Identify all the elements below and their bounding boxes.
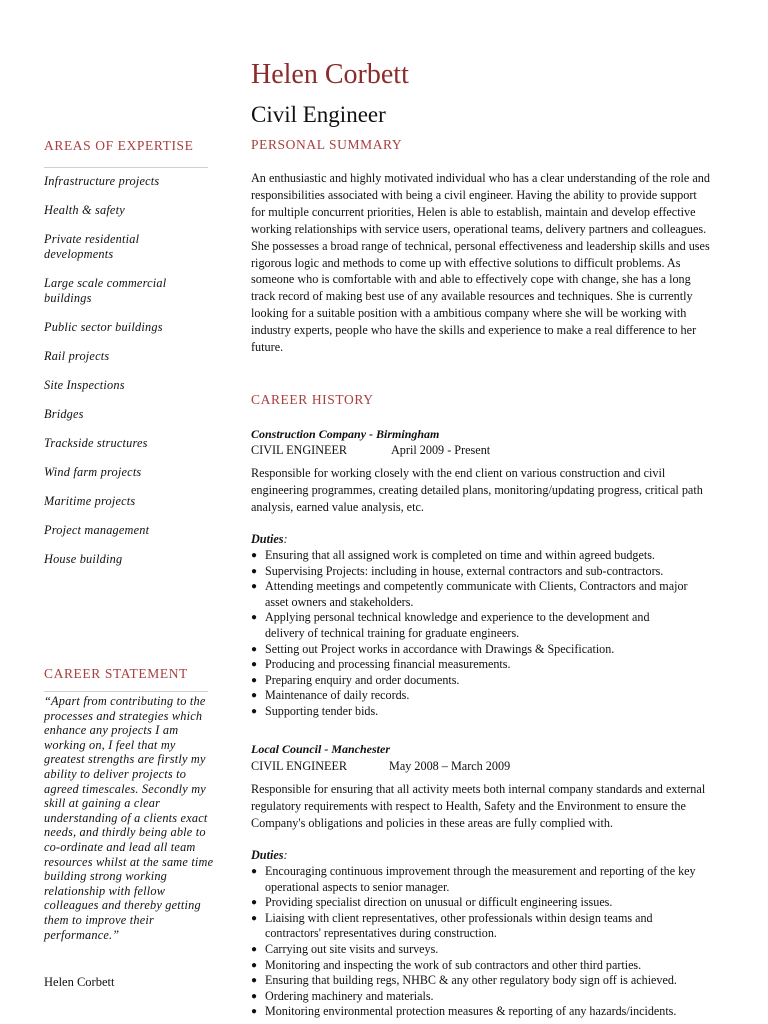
bullet-icon: ● xyxy=(251,550,258,561)
job-role-line xyxy=(251,759,511,774)
duty-item: ● Attending meetings and competently communicate with Clients, Contractors and major asset owners and stakeholders. xyxy=(251,579,688,609)
job-description: Responsible for working closely with the end client on various construction and civil engineering programmes, creating detailed plans, monitoring/updating progress, critical path analysis, earned value analysis, etc. xyxy=(251,466,703,514)
duty-item: ● Applying personal technical knowledge and experience to the development and delivery of technical training for graduate engineers. xyxy=(251,610,650,640)
job-description: Responsible for ensuring that all activity meets both internal company standards and external regulatory requirements with respect to Health, Safety and the Environment to ensure the Company's obligations and policies in these areas are fully complied with. xyxy=(251,782,706,830)
bullet-icon: ● xyxy=(251,975,258,987)
expertise-list xyxy=(44,174,214,566)
duty-item: ● Ordering machinery and materials. xyxy=(251,988,434,1003)
duties-label-text: Duties xyxy=(251,532,284,546)
expertise-item: House building xyxy=(44,551,123,566)
expertise-item: Wind farm projects xyxy=(44,464,142,479)
duty-item: ● Encouraging continuous improvement through the measurement and reporting of the key operational aspects to senior manager. xyxy=(251,864,696,894)
bullet-icon: ● xyxy=(251,643,258,655)
duty-item: ● Ensuring that building regs, NHBC & any other regulatory body sign off is achieved. xyxy=(251,973,677,988)
duties-list xyxy=(251,864,703,1020)
bullet-icon: ● xyxy=(251,565,258,577)
job-role: CIVIL ENGINEER xyxy=(251,443,348,457)
duty-item: ● Liaising with client representatives, other professionals within design teams and contractors' representatives during construction. xyxy=(251,910,653,941)
expertise-item: Project management xyxy=(44,522,150,537)
duty-item: ● Monitoring and inspecting the work of sub contractors and other third parties. xyxy=(251,957,642,972)
expertise-item: Bridges xyxy=(44,406,84,421)
duty-item: ● Setting out Project works in accordance with Drawings & Specification. xyxy=(251,641,615,656)
duty-item: ● Providing specialist direction on unusual or difficult engineering issues. xyxy=(251,895,613,910)
bullet-icon: ● xyxy=(251,959,258,971)
duties-list xyxy=(251,548,691,720)
signature-name: Helen Corbett xyxy=(44,975,115,989)
expertise-item: Infrastructure projects xyxy=(44,174,160,188)
bullet-icon: ● xyxy=(251,612,258,624)
expertise-item: Public sector buildings xyxy=(44,319,163,334)
career-statement-text: “Apart from contributing to the processes and strategies which enhance any projects I am working on, I feel that my greatest strengths are firstly my ability to deliver projects to agreed timescales. Secondly my skill at gaining a clear understanding of a clients exact needs, and thirdly being able to co-ordinate and lead all team resources whilst at the same time building strong working relationship with fellow colleagues and thereby getting them to improve their performance.” xyxy=(44,694,214,942)
expertise-item: Rail projects xyxy=(44,348,110,363)
duty-item: ● Supporting tender bids. xyxy=(251,703,379,718)
summary-text: An enthusiastic and highly motivated individual who has a clear understanding of the role and responsibilities associated with being a civil engineer. Having the ability to provide support for multiple concurrent priorities, Helen is able to establish, maintain and develop effective working relationships with service users, operational teams, delivery partners and colleagues. She possesses a broad range of technical, personal effectiveness and leadership skills and uses rigorous logic and methods to come up with effective solutions to difficult problems. As someone who is comfortable with and able to effectively cope with change, she has a long track record of making best use of any available resources and techniques. She is currently looking for a suitable position with a ambitious company where she will be working with industry experts, people who have the skills and experience to make a real difference to her future. xyxy=(251,171,710,355)
expertise-heading: AREAS OF EXPERTISE xyxy=(44,138,194,153)
duties-label: Duties: xyxy=(251,848,288,862)
duty-item: ● Preparing enquiry and order documents. xyxy=(251,672,460,687)
job-dates: April 2009 - Present xyxy=(391,443,491,457)
bullet-icon: ● xyxy=(251,866,258,877)
bullet-icon: ● xyxy=(251,897,258,909)
bullet-icon: ● xyxy=(251,912,258,924)
duty-item: ● Maintenance of daily records. xyxy=(251,688,410,703)
expertise-item: Health & safety xyxy=(44,203,125,217)
duty-item: ● Carrying out site visits and surveys. xyxy=(251,941,439,956)
bullet-icon: ● xyxy=(251,659,258,671)
career-statement-heading: CAREER STATEMENT xyxy=(44,666,188,681)
career-history-heading: CAREER HISTORY xyxy=(251,392,374,407)
bullet-icon: ● xyxy=(251,943,258,955)
bullet-icon: ● xyxy=(251,705,258,717)
job-company: Local Council - Manchester xyxy=(251,742,391,756)
duty-item: ● Supervising Projects: including in house, external contractors and sub-contractors. xyxy=(251,563,664,578)
duty-item: ● Monitoring environmental protection measures & reporting of any hazards/incidents. xyxy=(251,1004,677,1019)
bullet-icon: ● xyxy=(251,674,258,686)
expertise-divider xyxy=(44,167,208,168)
expertise-item: Private residential developments xyxy=(44,232,140,261)
bullet-icon: ● xyxy=(251,1006,258,1018)
statement-divider xyxy=(44,691,208,692)
expertise-item: Maritime projects xyxy=(44,493,136,508)
bullet-icon: ● xyxy=(251,990,258,1002)
bullet-icon: ● xyxy=(251,581,258,593)
expertise-item: Large scale commercial buildings xyxy=(44,276,167,305)
job-role: CIVIL ENGINEER xyxy=(251,759,348,773)
duties-label: Duties: xyxy=(251,532,288,546)
expertise-item: Site Inspections xyxy=(44,377,125,392)
duty-item: ● Producing and processing financial measurements. xyxy=(251,657,511,672)
job-company: Construction Company - Birmingham xyxy=(251,427,440,441)
candidate-name: Helen Corbett xyxy=(251,59,409,90)
summary-heading: PERSONAL SUMMARY xyxy=(251,137,403,152)
bullet-icon: ● xyxy=(251,690,258,702)
expertise-item: Trackside structures xyxy=(44,435,148,450)
job-dates: May 2008 – March 2009 xyxy=(389,759,511,773)
duties-label-text: Duties xyxy=(251,848,284,862)
job-role-line xyxy=(251,443,491,458)
duty-item: ● Ensuring that all assigned work is completed on time and within agreed budgets. xyxy=(251,548,655,562)
job-title: Civil Engineer xyxy=(251,102,386,127)
